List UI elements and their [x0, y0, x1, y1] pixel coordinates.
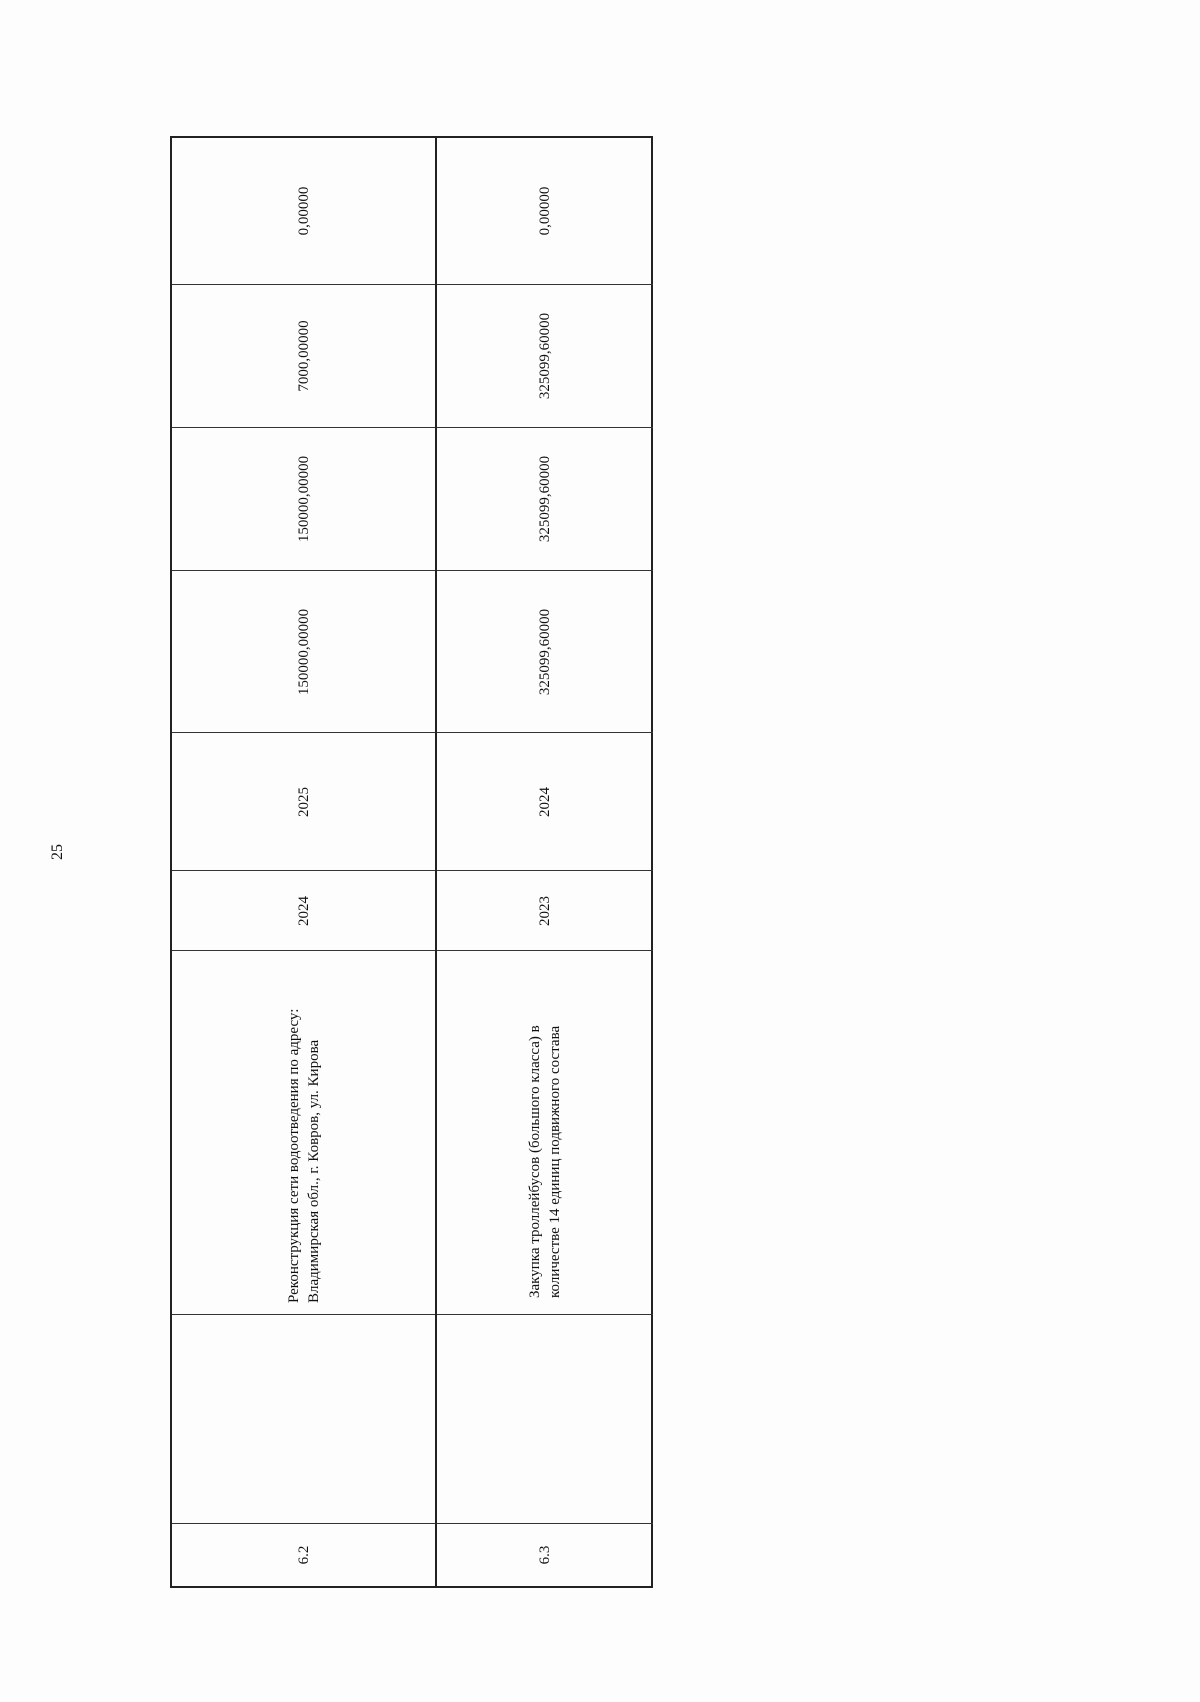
cell-value-2	[172, 428, 435, 571]
value-1: 150000,00000	[295, 608, 312, 695]
cell-value-2	[437, 428, 653, 571]
cell-year-end	[172, 733, 435, 871]
value-1: 325099,60000	[537, 608, 553, 695]
cell-value-1	[437, 571, 653, 733]
year-start: 2024	[295, 895, 312, 926]
cell-year-start	[437, 871, 653, 951]
data-table	[170, 136, 653, 1588]
cell-row-number	[437, 1524, 653, 1586]
cell-description	[437, 951, 653, 1315]
cell-empty	[172, 1315, 435, 1524]
description: Реконструкция сети водоотведения по адресу: Владимирская обл., г. Ковров, ул. Кирова	[285, 1008, 322, 1303]
cell-year-start	[172, 871, 435, 951]
cell-value-4	[172, 138, 435, 285]
table-row	[172, 138, 435, 1586]
cell-row-number	[172, 1524, 435, 1586]
value-2: 150000,00000	[295, 455, 312, 543]
value-2: 325099,60000	[537, 455, 553, 543]
cell-value-3	[172, 285, 435, 428]
cell-value-1	[172, 571, 435, 733]
table-row	[435, 138, 653, 1586]
cell-value-3	[437, 285, 653, 428]
page-number: 25	[49, 844, 66, 860]
value-4: 0,00000	[537, 186, 553, 236]
year-start: 2023	[537, 895, 553, 926]
row-number: 6.3	[537, 1545, 553, 1565]
value-3: 7000,00000	[295, 320, 312, 392]
year-end: 2024	[537, 786, 553, 817]
value-4: 0,00000	[295, 186, 312, 236]
cell-empty	[437, 1315, 653, 1524]
row-number: 6.2	[295, 1545, 312, 1565]
cell-description	[172, 951, 435, 1315]
cell-value-4	[437, 138, 653, 285]
year-end: 2025	[295, 786, 312, 817]
description: Закупка троллейбусов (большого класса) в количестве 14 единиц подвижного состава	[527, 1024, 563, 1298]
cell-year-end	[437, 733, 653, 871]
value-3: 325099,60000	[537, 312, 553, 400]
